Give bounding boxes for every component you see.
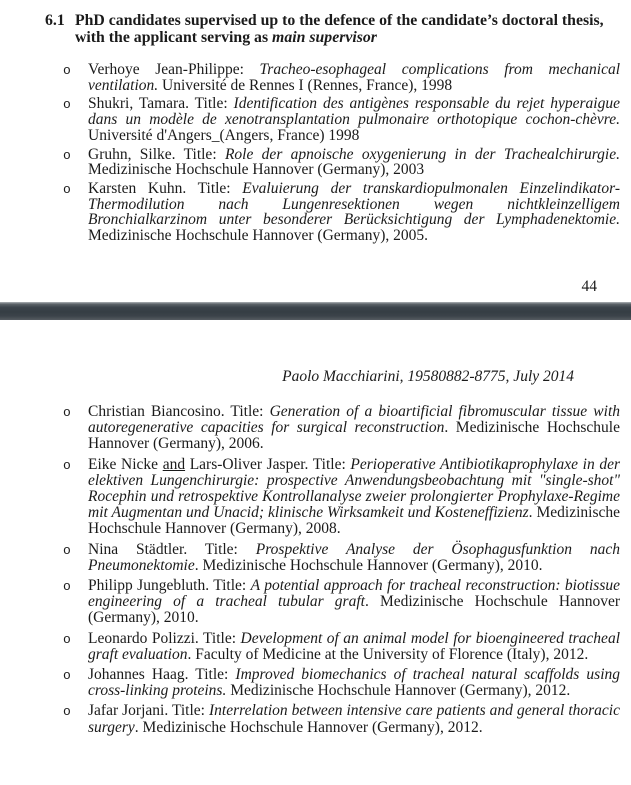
entry-text: Nina Städtler. Title: Prospektive Analyse der Ösophagusfunktion nach Pneumonektomie. Medizinische Hochschule Hannover (Germany), 2010.: [88, 540, 620, 574]
entry-text: Gruhn, Silke. Title: Role der apnoische oxygenierung in der Trachealchirurgie. Medizinische Hochschule Hannover (Germany), 2003: [88, 145, 620, 179]
section-heading-line2: [75, 30, 605, 47]
list-item: [63, 578, 620, 627]
page-number: 44: [581, 278, 597, 295]
section-heading-line1: PhD candidates supervised up to the defence of the candidate’s doctoral thesis,: [75, 12, 604, 29]
list-item: [63, 96, 620, 143]
section-heading-line2-prefix: with the applicant serving as: [75, 28, 273, 46]
bullet-marker: o: [63, 457, 71, 473]
list-item: [63, 404, 620, 453]
phd-candidate-list-page1: [63, 62, 620, 247]
section-heading-emphasis: main supervisor: [272, 28, 377, 46]
section-number: 6.1: [45, 12, 65, 29]
list-item: [63, 667, 620, 699]
entry-text: Karsten Kuhn. Title: Evaluierung der transkardiopulmonalen Einzelindikator-Thermodilution nach Lungenresektionen wegen nichtkleinzelligem Bronchialkarzinom unter besonderer Berücksichtigung der Lymphadenektomie. Medizinische Hochschule Hannover (Germany), 2005.: [88, 179, 620, 245]
entry-text: Jafar Jorjani. Title: Interrelation between intensive care patients and general thoracic surgery. Medizinische Hochschule Hannover (Germany), 2012.: [88, 702, 620, 736]
bullet-marker: o: [63, 97, 71, 113]
list-item: [63, 542, 620, 574]
page-separator-bar: [0, 302, 631, 320]
entry-text: Shukri, Tamara. Title: Identification des antigènes responsable du rejet hyperaigue dans un modèle de xenotransplantation pulmonaire orthotopique cochon-chèvre. Université d'Angers_(Angers, France) 1998: [88, 95, 620, 144]
bullet-marker: o: [63, 579, 71, 595]
list-item: [63, 147, 620, 178]
bullet-marker: o: [63, 668, 71, 684]
section-heading: [45, 13, 605, 46]
entry-text: Leonardo Polizzi. Title: Development of an animal model for bioengineered tracheal graft evaluation. Faculty of Medicine at the University of Florence (Italy), 2012.: [88, 629, 620, 663]
section-heading-text: [75, 13, 605, 46]
bullet-marker: o: [63, 542, 71, 558]
entry-text: Christian Biancosino. Title: Generation of a bioartificial fibromuscular tissue with autoregenerative capacities for surgical reconstruction. Medizinische Hochschule Hannover (Germany), 2006.: [88, 403, 621, 453]
list-item: [63, 631, 620, 663]
bullet-marker: o: [63, 147, 71, 163]
list-item: [63, 703, 620, 735]
entry-text: Eike Nicke and Lars-Oliver Jasper. Title: Perioperative Antibiotikaprophylaxe in der elektiven Lungenchirurgie: prospective Anwendungsbeobachtung mit "single-shot" Rocephin und retrospektive Kontrollanalyse zweier prolongierter Prophylaxe-Regime mit Augmentan und Unacid; klinische Wirksamkeit und Kosteneffizienz. Medizinische Hochschule Hannover (Germany), 2008.: [88, 455, 620, 538]
entry-text: Verhoye Jean-Philippe: Tracheo-esophageal complications from mechanical ventilation. Université de Rennes I (Rennes, France), 1998: [88, 61, 621, 94]
bullet-marker: o: [63, 631, 71, 647]
entry-text: Johannes Haag. Title: Improved biomechanics of tracheal natural scaffolds using cross-linking proteins. Medizinische Hochschule Hannover (Germany), 2012.: [88, 666, 621, 700]
phd-candidate-list-page2: [63, 404, 620, 740]
bullet-marker: o: [63, 704, 71, 720]
bullet-marker: o: [63, 405, 71, 420]
running-header: Paolo Macchiarini, 19580882-8775, July 2014: [282, 368, 574, 385]
bullet-marker: o: [63, 181, 71, 197]
bullet-marker: o: [63, 63, 71, 78]
entry-text: Philipp Jungebluth. Title: A potential approach for tracheal reconstruction: biotissue engineering of a tracheal tubular graft. Medizinische Hochschule Hannover (Germany), 2010.: [88, 577, 621, 627]
list-item: [63, 62, 620, 93]
list-item: [63, 181, 620, 244]
list-item: [63, 457, 620, 538]
